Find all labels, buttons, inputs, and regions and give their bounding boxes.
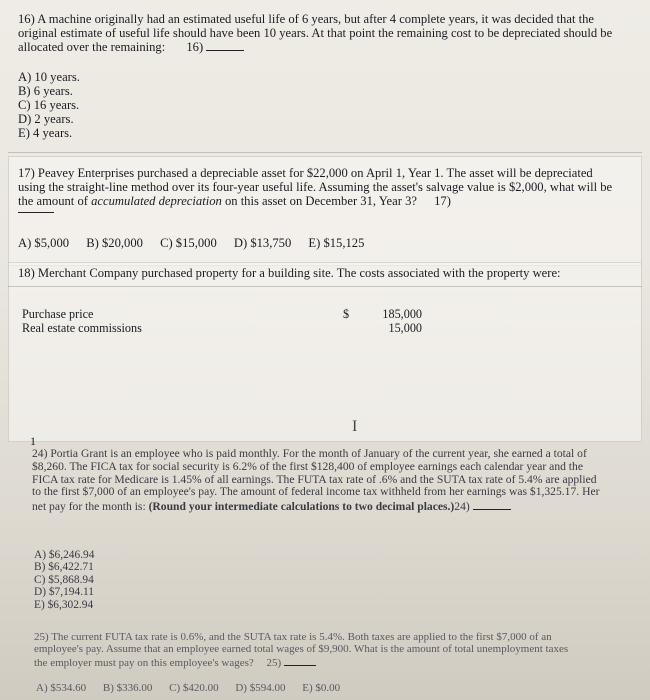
- question-17: [18, 166, 620, 208]
- choice[interactable]: E) $15,125: [308, 236, 365, 250]
- question-16-text: 16) A machine originally had an estimated useful life of 6 years, but after 4 complete years, it was decided that the original estimate of useful life should have been 10 years. At that point the remaining cost to be depreciated should be allocated over the remaining:: [18, 12, 613, 54]
- answer-blank[interactable]: [18, 212, 54, 213]
- question-25-number: 25): [266, 657, 282, 669]
- choice[interactable]: B) $20,000: [86, 236, 143, 250]
- question-17-text-a: 17) Peavey Enterprises purchased a depreciable asset for $22,000 on April 1, Year 1. The asset will be depreciated using the straight-line method over its four-year useful life. Assuming the asset's salvage value is $2,000, what will be the amount of: [18, 166, 613, 208]
- question-24: [32, 448, 602, 514]
- question-24-text: 24) Portia Grant is an employee who is paid monthly. For the month of January of the current year, she earned a total of $8,260. The FICA tax for social security is 6.2% of the first $128,400 of employee earnings each calendar year and the FICA tax rate for Medicare is 1.45% of all earnings. The FUTA tax rate of .6% and the SUTA tax rate of 5.4% are applied to the first $7,000 of an employee's pay. The amount of federal income tax withheld from her earnings was $1,325.17. Her net pay for the month is:: [32, 447, 600, 514]
- choice[interactable]: A) $5,000: [18, 236, 70, 250]
- question-25-choices: [36, 682, 354, 694]
- question-17-number: 17): [434, 194, 451, 208]
- table-row-label: Real estate commissions: [22, 321, 142, 335]
- question-17-italic: accumulated depreciation: [91, 194, 222, 208]
- choice[interactable]: A) 10 years.: [18, 70, 80, 84]
- choice[interactable]: A) $534.60: [36, 682, 87, 694]
- question-17-text-b: on this asset on December 31, Year 3?: [221, 194, 417, 208]
- question-18-text: 18) Merchant Company purchased property for a building site. The costs associated with the property were:: [18, 266, 561, 280]
- answer-blank[interactable]: [284, 655, 316, 666]
- choice[interactable]: E) $0.00: [302, 682, 341, 694]
- choice[interactable]: E) $6,302.94: [34, 598, 94, 611]
- choice[interactable]: E) 4 years.: [18, 126, 73, 140]
- choice[interactable]: C) $5,868.94: [34, 573, 94, 586]
- choice[interactable]: D) $7,194.11: [34, 586, 95, 599]
- stray-mark: 1: [30, 434, 36, 448]
- question-16-number: 16): [186, 40, 204, 54]
- question-24-choices: [34, 549, 94, 611]
- choice[interactable]: B) $6,422.71: [34, 561, 94, 574]
- question-17-choices: [18, 236, 378, 251]
- choice[interactable]: D) $594.00: [235, 682, 286, 694]
- question-25-text: 25) The current FUTA tax rate is 0.6%, and the SUTA tax rate is 5.4%. Both taxes are applied to the first $7,000 of an employee's pay. Assume that an employee earned total wages of $9,900. What is the amount of total unemployment taxes the employer must pay on this employee's wages?: [34, 631, 569, 669]
- divider: [8, 152, 642, 153]
- question-24-instruction: (Round your intermediate calculations to two decimal places.): [148, 500, 455, 514]
- table-amount: 185,000: [382, 307, 422, 321]
- choice[interactable]: A) $6,246.94: [34, 549, 95, 561]
- question-16-choices: [18, 70, 80, 140]
- cost-table: [22, 307, 142, 335]
- text-cursor-icon: I: [352, 418, 358, 435]
- currency-symbol: $: [343, 307, 350, 321]
- question-16: [18, 12, 620, 54]
- answer-blank[interactable]: [473, 499, 511, 510]
- choice[interactable]: B) $336.00: [102, 682, 153, 694]
- question-24-number: 24): [454, 500, 470, 514]
- choice[interactable]: B) 6 years.: [18, 84, 73, 98]
- choice[interactable]: C) 16 years.: [18, 98, 80, 112]
- choice[interactable]: D) 2 years.: [18, 112, 74, 126]
- question-18: [18, 266, 620, 280]
- choice[interactable]: D) $13,750: [233, 236, 292, 250]
- table-amount: 15,000: [388, 321, 422, 335]
- question-25: [34, 631, 574, 669]
- table-row-label: Purchase price: [22, 307, 94, 321]
- divider: [8, 286, 642, 287]
- answer-blank[interactable]: [206, 40, 244, 51]
- question-18-panel: [8, 262, 642, 442]
- choice[interactable]: C) $420.00: [169, 682, 219, 694]
- choice[interactable]: C) $15,000: [160, 236, 217, 250]
